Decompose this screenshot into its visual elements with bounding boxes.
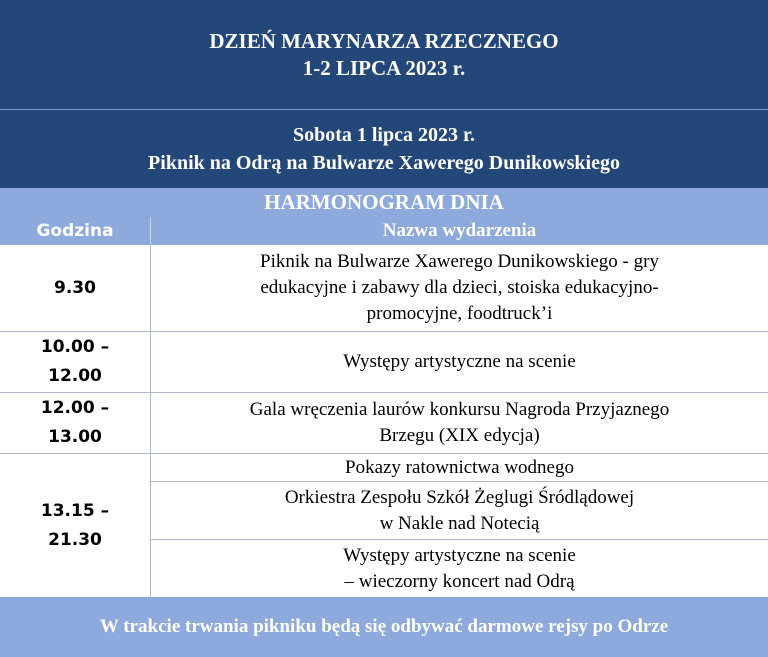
table-row-event: [151, 245, 768, 331]
event-text-line: edukacyjne i zabawy dla dzieci, stoiska edukacyjno-: [260, 277, 659, 298]
event-text-line: promocyjne, foodtruck’i: [366, 303, 553, 324]
schedule-title: HARMONOGRAM DNIA: [0, 188, 768, 217]
event-text-line: Orkiestra Zespołu Szkół Żeglugi Śródlądowej: [284, 486, 635, 508]
time-text: 10.00 –: [40, 337, 110, 357]
event-text-line: w Nakle nad Notecią: [379, 512, 540, 534]
cruise-info-banner: W trakcie trwania pikniku będą się odbywać darmowe rejsy po Odrze: [0, 597, 768, 657]
event-text-line: Pokazy ratownictwa wodnego: [345, 456, 574, 478]
day-subheader: [0, 110, 768, 188]
time-text: 13.15 –: [40, 500, 110, 521]
event-text-line: Brzegu (XIX edycja): [379, 425, 540, 446]
day-location: Piknik na Odrą na Bulwarze Xawerego Dunikowskiego: [148, 152, 620, 174]
event-text-line: Piknik na Bulwarze Xawerego Dunikowskiego - gry: [260, 251, 659, 272]
time-text: 12.00 –: [40, 398, 110, 418]
table-subrow-event: [151, 454, 768, 481]
time-text: 9.30: [54, 277, 96, 298]
column-header-time: Godzina: [0, 217, 150, 245]
event-text-line: Występy artystyczne na scenie: [343, 351, 576, 372]
table-subrow-event: [151, 482, 768, 539]
table-row-event: [151, 393, 768, 453]
event-text-line: – wieczorny koncert nad Odrą: [344, 570, 575, 592]
column-header-event: Nazwa wydarzenia: [151, 217, 768, 245]
table-subrow-event: [151, 540, 768, 597]
time-text: 12.00: [48, 366, 102, 386]
table-row-time: [0, 332, 150, 392]
event-title: [0, 0, 768, 109]
time-text: 13.00: [48, 427, 102, 447]
table-row-time: [0, 245, 150, 331]
event-text-line: Gala wręczenia laurów konkursu Nagroda Przyjaznego: [249, 399, 670, 420]
table-row-event: [151, 332, 768, 392]
day-date: Sobota 1 lipca 2023 r.: [292, 124, 476, 146]
event-text-line: Występy artystyczne na scenie: [343, 544, 576, 566]
event-date-range: 1-2 LIPCA 2023 r.: [302, 55, 466, 80]
table-row-time: [0, 454, 150, 597]
table-row-time: [0, 393, 150, 453]
time-text: 21.30: [48, 529, 102, 550]
event-title-line1: DZIEŃ MARYNARZA RZECZNEGO: [209, 28, 559, 53]
